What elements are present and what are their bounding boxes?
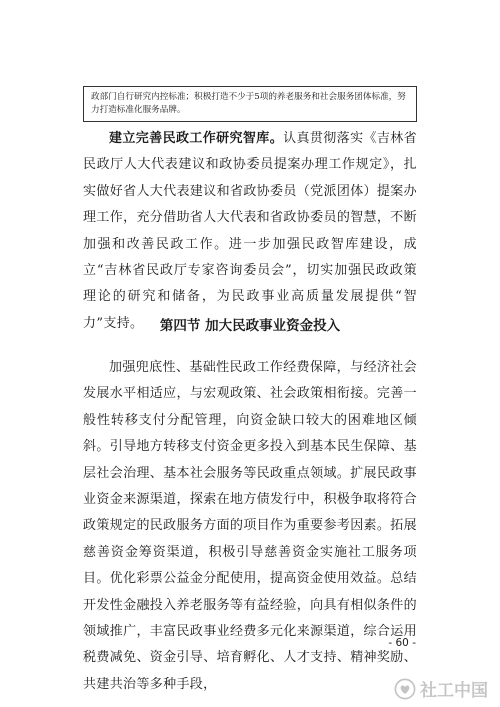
boxed-note-text: 政部门自行研究内控标准；积极打造不少于5项的养老服务和社会服务团体标准，努力打造标准化服务品牌。 [91,92,406,115]
boxed-note [83,86,417,122]
paragraph-think-tank [83,126,417,337]
watermark [394,676,488,701]
section-heading: 第四节 加大民政事业资金投入 [159,318,341,334]
paragraph-body: 认真贯彻落实《吉林省民政厅人大代表建议和政协委员提案办理工作规定》，扎实做好省人大代表建议和省政协委员（党派团体）提案办理工作，充分借助省人大代表和省政协委员的智慧，不断加强和改善民政工作。进一步加强民政智库建设，成立“吉林省民政厅专家咨询委员会”，切实加强民政政策理论的研究和储备，为民政事业高质量发展提供“智力”支持。 [83,131,417,331]
heart-hands-logo-icon [394,678,416,700]
watermark-text: 社工中国 [420,681,488,701]
page-number: - 60 - [388,637,416,649]
paragraph-funding: 加强兜底性、基础性民政工作经费保障，与经济社会发展水平相适应，与宏观政策、社会政策相衔接。完善一般性转移支付分配管理，向资金缺口较大的困难地区倾斜。引导地方转移支付资金更多投入到基本民生保障、基层社会治理、基本社会服务等民政重点领域。扩展民政事业资金来源渠道，探索在地方债发行中，积极争取将符合政策规定的民政服务方面的项目作为重要参考因素。拓展慈善资金筹资渠道，积极引导慈善资金实施社工服务项目。优化彩票公益金分配使用，提高资金使用效益。总结开发性金融投入养老服务等有益经验，向具有相似条件的领域推广，丰富民政事业经费多元化来源渠道，综合运用税费减免、资金引导、培育孵化、人才支持、精神奖励、共建共治等多种手段， [83,360,417,692]
paragraph-lead: 建立完善民政工作研究智库。 [109,131,284,146]
